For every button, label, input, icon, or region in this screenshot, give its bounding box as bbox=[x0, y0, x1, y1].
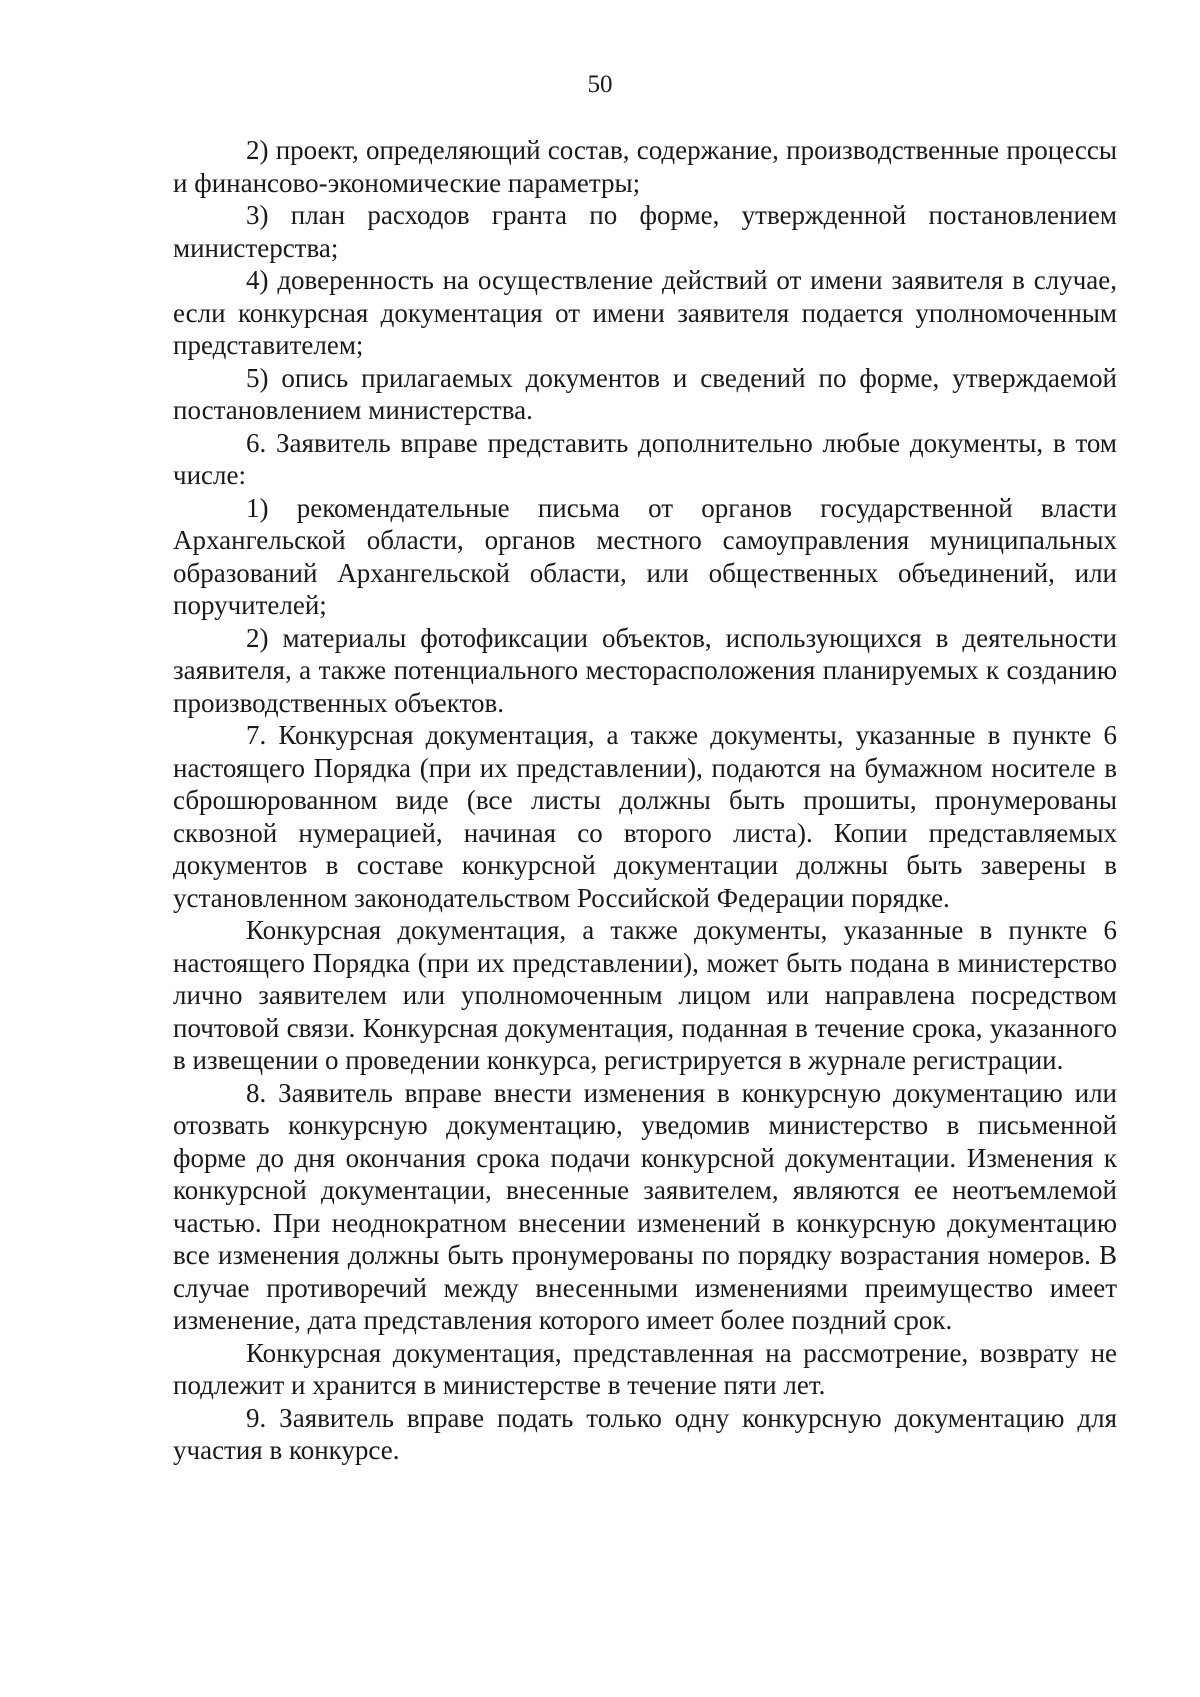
document-body bbox=[173, 134, 1117, 1467]
paragraph-clause-7: 7. Конкурсная документация, а также документы, указанные в пункте 6 настоящего Порядка (при их представлении), подаются на бумажном носителе в сброшюрованном виде (все листы должны быть прошиты, пронумерованы сквозной нумерацией, начиная со второго листа). Копии представляемых документов в составе конкурсной документации должны быть заверены в установленном законодательством Российской Федерации порядке. bbox=[173, 720, 1117, 913]
paragraph-item-3-expense-plan: 3) план расходов гранта по форме, утвержденной постановлением министерства; bbox=[173, 200, 1117, 263]
paragraph-item-5-inventory: 5) опись прилагаемых документов и сведений по форме, утверждаемой постановлением министерства. bbox=[173, 362, 1117, 425]
paragraph-clause-6: 6. Заявитель вправе представить дополнительно любые документы, в том числе: bbox=[173, 427, 1117, 490]
paragraph-clause-7-submission: Конкурсная документация, а также документы, указанные в пункте 6 настоящего Порядка (при их представлении), может быть подана в министерство лично заявителем или уполномоченным лицом или направлена посредством почтовой связи. Конкурсная документация, поданная в течение срока, указанного в извещении о проведении конкурса, регистрируется в журнале регистрации. bbox=[173, 915, 1117, 1075]
paragraph-clause-9: 9. Заявитель вправе подать только одну конкурсную документацию для участия в конкурсе. bbox=[173, 1402, 1117, 1465]
paragraph-clause-6-item-1: 1) рекомендательные письма от органов государственной власти Архангельской области, органов местного самоуправления муниципальных образований Архангельской области, или общественных объединений, или поручителей; bbox=[173, 492, 1117, 620]
paragraph-item-4-power-of-attorney: 4) доверенность на осуществление действий от имени заявителя в случае, если конкурсная документация от имени заявителя подается уполномоченным представителем; bbox=[173, 265, 1117, 360]
page-number: 50 bbox=[587, 71, 613, 98]
paragraph-clause-6-item-2: 2) материалы фотофиксации объектов, использующихся в деятельности заявителя, а также потенциального месторасположения планируемых к созданию производственных объектов. bbox=[173, 622, 1117, 718]
paragraph-item-2-project: 2) проект, определяющий состав, содержание, производственные процессы и финансово-экономические параметры; bbox=[173, 135, 1117, 198]
paragraph-clause-8: 8. Заявитель вправе внести изменения в конкурсную документацию или отозвать конкурсную документацию, уведомив министерство в письменной форме до дня окончания срока подачи конкурсной документации. Изменения к конкурсной документации, внесенные заявителем, являются ее неотъемлемой частью. При неоднократном внесении изменений в конкурсную документацию все изменения должны быть пронумерованы по порядку возрастания номеров. В случае противоречий между внесенными изменениями преимущество имеет изменение, дата представления которого имеет более поздний срок. bbox=[173, 1077, 1117, 1335]
paragraph-clause-8-retention: Конкурсная документация, представленная на рассмотрение, возврату не подлежит и хранится в министерстве в течение пяти лет. bbox=[173, 1337, 1117, 1400]
